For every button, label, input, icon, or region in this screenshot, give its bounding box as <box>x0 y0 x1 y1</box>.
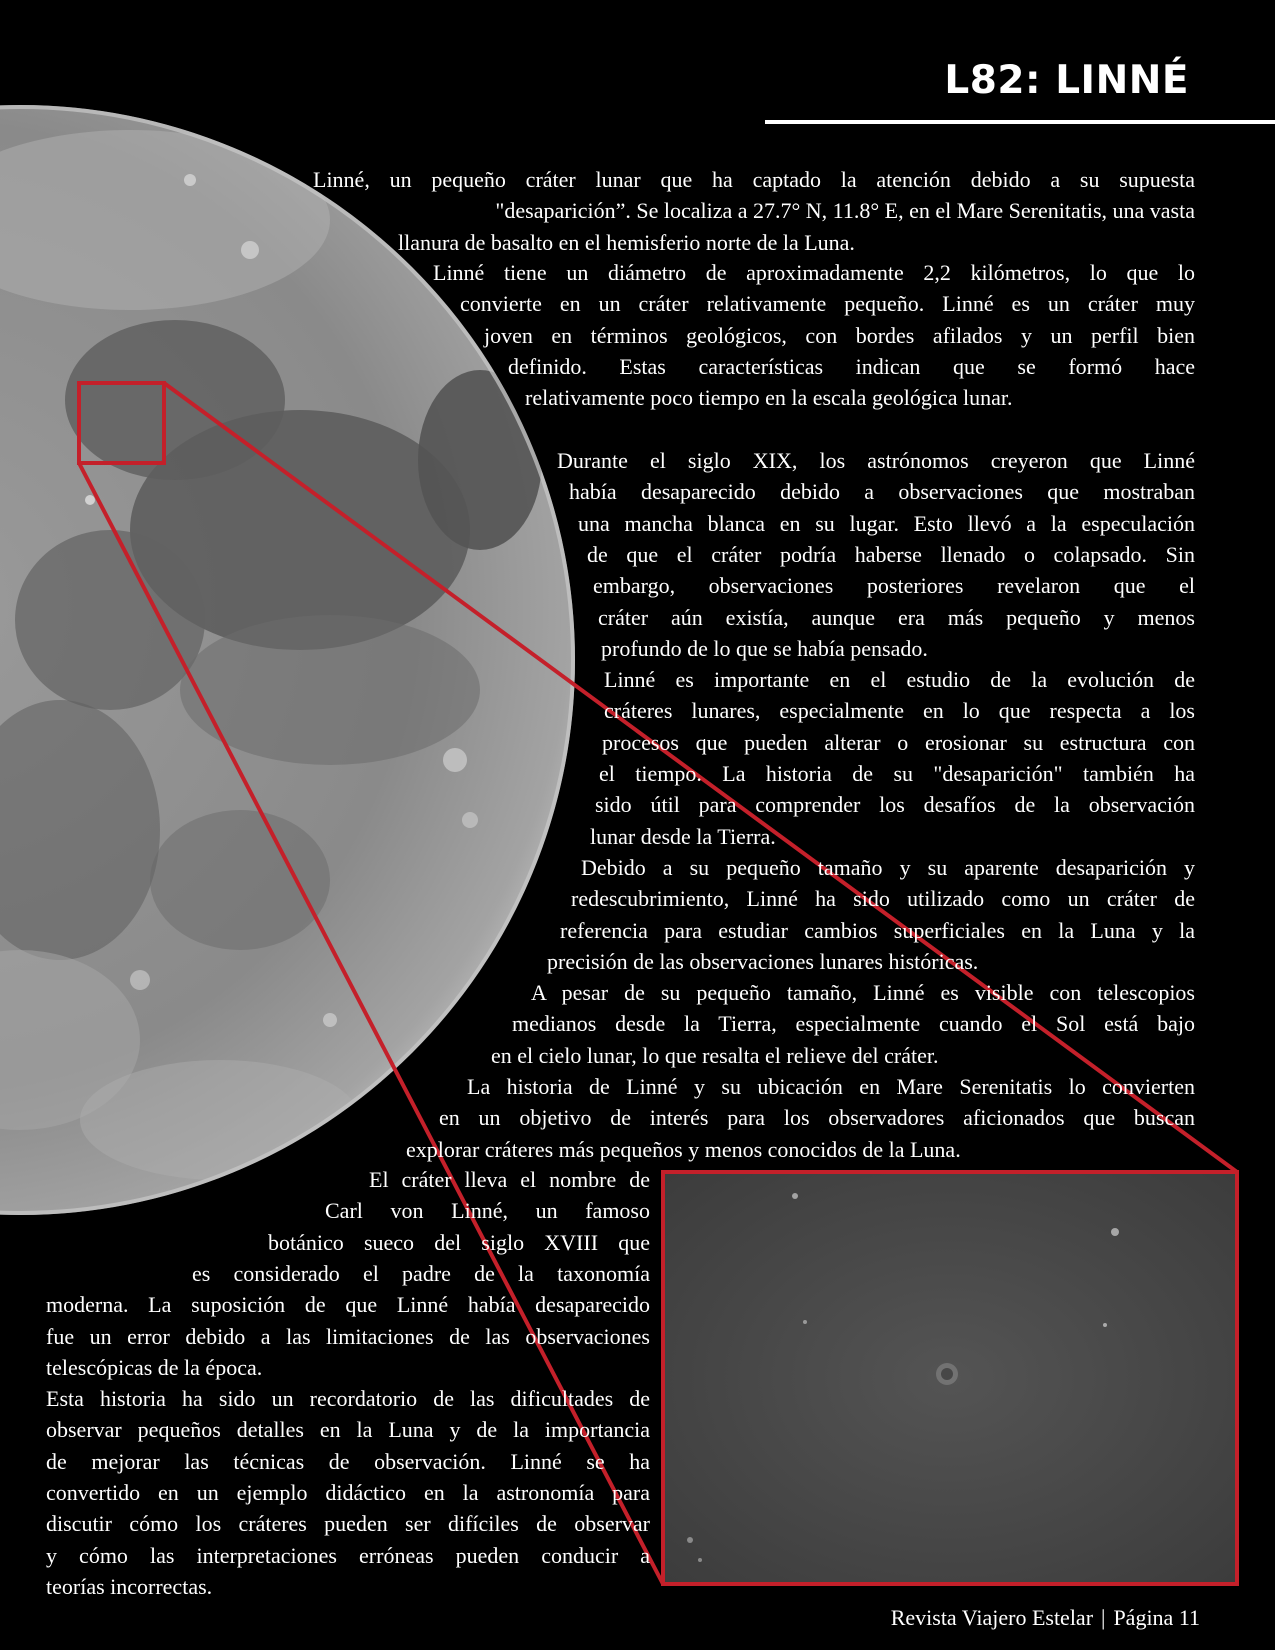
body-text-line: había desaparecido debido a observaciones que mostraban <box>569 479 1195 505</box>
body-text-line: convertido en un ejemplo didáctico en la astronomía para <box>46 1480 650 1505</box>
body-text-line: precisión de las observaciones lunares históricas. <box>547 948 979 974</box>
page-title: L82: LINNÉ <box>944 58 1189 103</box>
body-text-line: definido. Estas características indican que se formó hace <box>508 353 1195 379</box>
body-text-line: Durante el siglo XIX, los astrónomos creyeron que Linné <box>557 448 1195 473</box>
body-text-line: y cómo las interpretaciones erróneas pueden conducir a <box>46 1542 650 1568</box>
body-text-line: Esta historia ha sido un recordatorio de las dificultades de <box>46 1386 650 1412</box>
body-text-line: es considerado el padre de la taxonomía <box>192 1260 650 1286</box>
body-text-line: llanura de basalto en el hemisferio norte de la Luna. <box>398 229 855 255</box>
body-text-line: profundo de lo que se había pensado. <box>601 635 928 661</box>
body-text-line: en un objetivo de interés para los observadores aficionados que buscan <box>439 1105 1195 1131</box>
body-text-line: cráteres lunares, especialmente en lo que respecta a los <box>604 698 1195 724</box>
body-text-line: medianos desde la Tierra, especialmente cuando el Sol está bajo <box>512 1011 1195 1037</box>
body-text-line: Debido a su pequeño tamaño y su aparente desaparición y <box>581 854 1195 880</box>
body-text-line: de que el cráter podría haberse llenado o colapsado. Sin <box>587 541 1195 567</box>
body-text-line: de mejorar las técnicas de observación. Linné se ha <box>46 1448 650 1474</box>
body-text-line: procesos que pueden alterar o erosionar su estructura con <box>602 729 1195 755</box>
body-text-line: La historia de Linné y su ubicación en Mare Serenitatis lo convierten <box>467 1074 1195 1099</box>
body-text-line: relativamente poco tiempo en la escala geológica lunar. <box>525 385 1013 411</box>
body-text-line: Linné, un pequeño cráter lunar que ha captado la atención debido a su supuesta <box>313 167 1195 192</box>
body-text-line: Linné tiene un diámetro de aproximadamente 2,2 kilómetros, lo que lo <box>433 260 1195 285</box>
body-text-line: una mancha blanca en su lugar. Esto llevó a la especulación <box>578 510 1195 536</box>
body-text-line: redescubrimiento, Linné ha sido utilizado como un cráter de <box>571 886 1195 912</box>
body-text-line: lunar desde la Tierra. <box>590 823 776 849</box>
body-text-line: observar pequeños detalles en la Luna y de la importancia <box>46 1417 650 1443</box>
body-text-line: moderna. La suposición de que Linné había desaparecido <box>46 1292 650 1318</box>
body-text-line: "desaparición”. Se localiza a 27.7° N, 11.8° E, en el Mare Serenitatis, una vasta <box>495 198 1195 224</box>
body-text-line: joven en términos geológicos, con bordes afilados y un perfil bien <box>484 322 1195 348</box>
body-text-line: Linné es importante en el estudio de la evolución de <box>604 667 1195 693</box>
body-text-line: embargo, observaciones posteriores revelaron que el <box>593 573 1195 599</box>
page-footer <box>891 1605 1200 1631</box>
body-text-line: cráter aún existía, aunque era más pequeño y menos <box>598 604 1195 630</box>
body-text-line: referencia para estudiar cambios superficiales en la Luna y la <box>560 917 1195 943</box>
body-text-line: discutir cómo los cráteres pueden ser difíciles de observar <box>46 1511 650 1537</box>
footer-separator: | <box>1101 1605 1106 1630</box>
body-text-line: explorar cráteres más pequeños y menos conocidos de la Luna. <box>406 1136 961 1162</box>
body-text-line: fue un error debido a las limitaciones de las observaciones <box>46 1323 650 1349</box>
body-text-line: en el cielo lunar, lo que resalta el relieve del cráter. <box>491 1042 939 1068</box>
body-text-line: A pesar de su pequeño tamaño, Linné es visible con telescopios <box>531 980 1195 1006</box>
publication-name: Revista Viajero Estelar <box>890 1605 1094 1630</box>
body-text-line: sido útil para comprender los desafíos de la observación <box>595 792 1195 818</box>
body-text-line: el tiempo. La historia de su "desaparición" también ha <box>599 761 1195 786</box>
body-text-line: telescópicas de la época. <box>46 1354 263 1380</box>
body-text-line: botánico sueco del siglo XVIII que <box>268 1229 650 1255</box>
body-text-line: convierte en un cráter relativamente pequeño. Linné es un cráter muy <box>460 291 1195 317</box>
page-number: Página 11 <box>1113 1605 1200 1630</box>
body-text-line: El cráter lleva el nombre de <box>369 1167 650 1192</box>
body-text-line: Carl von Linné, un famoso <box>325 1198 650 1224</box>
body-text-line: teorías incorrectas. <box>46 1573 213 1599</box>
